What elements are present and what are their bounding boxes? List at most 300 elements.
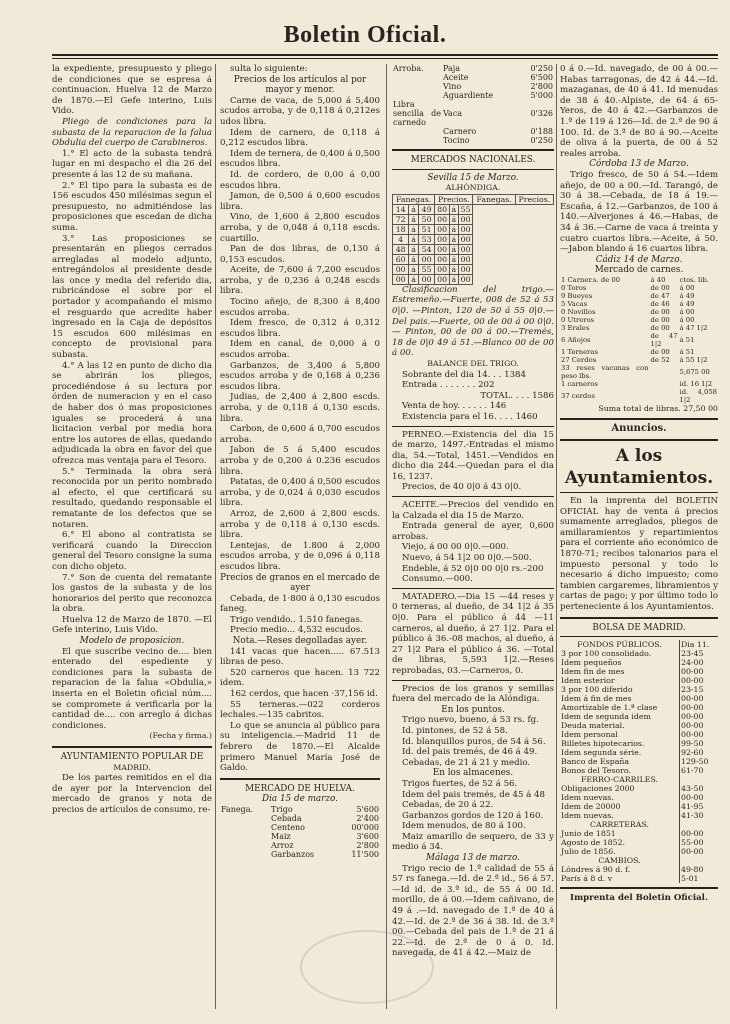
section-subtitle: Sevilla 15 de Marzo. (427, 172, 519, 183)
table-cell: á (409, 264, 419, 274)
section-rule (560, 636, 718, 637)
table-cell: 37 cerdos (561, 391, 595, 400)
list-item: Idem en canal, de 0,000 á 0 escudos arroba. (220, 339, 380, 361)
table-row (560, 802, 718, 811)
table-row (560, 388, 718, 404)
section-subtitle: ALHÓNDIGA. (445, 183, 501, 193)
list-item: Patatas, de 0,400 á 0,500 escudos arroba, y de 0,024 á 0,030 escudos libra. (220, 477, 380, 509)
table-row (393, 274, 554, 284)
cell-value: 2'800 (356, 840, 379, 850)
fund-value: 00-00 (680, 847, 719, 856)
table-row (560, 658, 718, 667)
fund-value: 00-00 (680, 712, 719, 721)
table-cell: 00 (435, 224, 450, 234)
fund-name: Amortizable de 1.ª clase (561, 703, 658, 713)
table-cell: á (409, 234, 419, 244)
cell-name: Paja (443, 64, 461, 73)
table-cell: 0 Novillos (561, 307, 596, 316)
list-item: Jamon, de 0,500 á 0,600 escudos libra. (220, 191, 380, 212)
price-list (392, 715, 554, 768)
table-cell: 55 (458, 204, 473, 214)
list-item: Garbanzos, de 3,400 á 5,800 escudos arroba y de 0,168 á 0,236 escudos libra. (220, 360, 380, 392)
fund-name: Agosto de 1852. (561, 838, 626, 848)
fund-name: Obligaciones 2000 (561, 784, 635, 794)
table-cell: 0 Toros (561, 283, 587, 292)
paragraph: Trigo fresco, de 50 á 54.—Idem añejo, de 00 a 00.—Id. Tarangó, de 30 á 38.—Cebada, de 18 á 19.— Escaña, á 12.—Garbanzos, de 100 á 140.—Alverjones á 46.—Habas, de 34 á 36.—Carne de vaca á treinta y cuatro cuartos libra.—Aceite, á 50.—Jabon blando á 16 cuartos libra. (560, 169, 718, 255)
libra-price-table (392, 100, 554, 145)
row-group-label (392, 136, 442, 145)
section-rule (560, 617, 718, 619)
table-cell: 1 carneros (561, 379, 598, 388)
carnes-table (560, 276, 718, 404)
price-list (392, 779, 554, 853)
row-group-label (392, 82, 442, 91)
balance-line: Entrada . . . . . . . 202 (402, 380, 495, 391)
list-item: Jabon de 5 á 5,400 escudos arroba y de 0,200 á 0.236 escudos libra. (220, 445, 380, 477)
table-cell: 14 (393, 204, 409, 214)
table-cell: de 00 (650, 347, 670, 356)
table-row (560, 811, 718, 820)
huelva-price-table (220, 805, 380, 859)
table-cell: 27 Cerdos (561, 355, 597, 364)
table-cell: id. 16 1|2 (679, 379, 713, 388)
table-cell: á 51 (679, 347, 695, 356)
balance-line: Venta de hoy. . . . . . 146 (402, 401, 507, 412)
table-cell: 50 (418, 214, 434, 224)
table-cell (650, 380, 679, 388)
list-item: Judias, de 2,400 á 2,800 escds. arroba, y de 0,118 á 0,130 escds. libra. (220, 392, 380, 424)
table-header: Fanegas. (473, 194, 515, 204)
paragraph: Viejo, á 00 00 0|0.—000. (402, 542, 509, 553)
table-cell: de 46 (650, 299, 670, 308)
paragraph: Cebada, de 1·800 á 0,130 escudos faneg. (220, 593, 380, 615)
table-cell: 00 (458, 224, 473, 234)
table-cell: á (409, 214, 419, 224)
list-item: Idem menudos, de 80 á 100. (402, 821, 526, 832)
paragraph: PERNEO.—Existencia del dia 15 de marzo, 1497.-Entradas el mismo dia, 54.—Total, 1451.—Vendidos en dicho dia 244.—Quedan para el dia 16, 1237. (392, 429, 554, 482)
table-row (560, 838, 718, 847)
table-cell: á (449, 224, 458, 234)
table-row (560, 721, 718, 730)
total-line: Suma total de libras. 27,50 00 (598, 403, 718, 413)
table-cell: 00 (393, 274, 409, 284)
table-cell: á 00 (679, 307, 695, 316)
table-row (392, 127, 554, 136)
table-cell: á (409, 274, 419, 284)
table-row (560, 364, 718, 380)
table-row (392, 73, 554, 82)
list-item: Lentejas, de 1.800 á 2,000 escudos arroba, y de 0,096 á 0,118 escudos libra. (220, 540, 380, 572)
table-row (560, 793, 718, 802)
table-cell: 51 (418, 224, 434, 234)
paragraph: 55 terneras.—022 corderos lechales.—135 cabritos. (220, 699, 380, 721)
table-row (560, 300, 718, 308)
table-row (560, 356, 718, 364)
table-row (393, 244, 554, 254)
list-item: Cebadas, de 20 á 22. (402, 800, 494, 811)
table-subheader: CARRETERAS. (590, 820, 649, 830)
fund-value: 41-95 (680, 802, 719, 811)
section-rule (392, 680, 554, 681)
section-title: Nota.—Reses degolladas ayer. (232, 636, 368, 647)
fund-value: 00-00 (680, 676, 719, 685)
row-group-label: Arroba. (393, 64, 424, 73)
table-header: FONDOS PÚBLICOS. (577, 640, 662, 650)
column-3 (392, 64, 554, 1014)
section-subtitle: Dia 15 de marzo. (262, 794, 338, 805)
paragraph: MATADERO.—Dia 15 —44 reses y 0 terneras, al dueño, de 34 1|2 á 35 0|0. Para el público á 44 —11 carneros, al dueño, á 27 1|2. Para el público á 36.-08 machos, al dueño, á 27 1|2 Para el público á 36. —Total de libras, 5,593 1|2.—Reses reprobadas, 03.—Carneros, 0. (392, 591, 554, 676)
table-cell: 3 Erales (561, 323, 590, 332)
table-cell: á 00 (679, 315, 695, 324)
list-item: Idem fresco, de 0,312 á 0,312 escudos libra. (220, 318, 380, 339)
masthead-rule (52, 54, 718, 56)
fund-value: 00-00 (680, 703, 719, 712)
row-group-label (220, 823, 270, 832)
table-cell: 1 Carner.s. de 00 (561, 275, 621, 284)
list-item: Aceite, de 7,600 á 7,200 escudos arroba, y de 0,236 á 0,248 escds libra. (220, 265, 380, 297)
table-cell: 1 Terneras (561, 347, 598, 356)
table-cell: 00 (458, 214, 473, 224)
cell-name: Vaca (443, 109, 463, 118)
fund-value: 00-00 (680, 730, 719, 739)
list-item: Idem de ternera, de 0,400 á 0,500 escudos libra. (220, 148, 380, 170)
fund-value: 49-80 (680, 865, 719, 874)
table-header: Precios. (435, 194, 473, 204)
fund-name: Idem segunda série. (561, 748, 642, 758)
paragraph: Precios de los granos y semillas fuera del mercado de la Alóndiga. (392, 683, 554, 705)
fund-name: 3 por 100 diferido (561, 685, 633, 695)
masthead-title: Boletin Oficial. (283, 22, 447, 48)
fund-name: Bonos del Tesoro. (561, 766, 631, 776)
table-row (560, 757, 718, 766)
list-item: Cebadas, de 21 á 21 y medio. (402, 757, 531, 768)
list-item: Trigo nuevo, bueno, á 53 rs. fg. (402, 715, 539, 726)
watermark-stamp (300, 930, 434, 1004)
list-item: Pan de dos libras, de 0,130 á 0,153 escudos. (220, 244, 380, 265)
fund-name: Junio de 1851 (561, 829, 616, 839)
section-rule (560, 492, 718, 493)
table-row (560, 308, 718, 316)
cell-name: Tocino (443, 136, 470, 145)
column-1 (52, 64, 212, 1014)
section-subtitle: MADRID. (113, 762, 151, 772)
table-cell: 48 (393, 244, 409, 254)
fund-value: 129-50 (680, 757, 719, 766)
table-cell: á 49 (679, 291, 695, 300)
section-rule (220, 778, 380, 780)
arroba-price-table (392, 64, 554, 100)
paragraph: Trigo recio de 1.ª calidad de 55 á 57 rs fanega.—Id. de 2.ª id., 56 á 57.—Id id. de 3.ª id., de 55 á 00 Id. morillo, de á 00.—Idem cañivano, de 49 á .—Id. navegado de 1.ª de 40 á 42.—Id. de 2.ª de 36 á 38. Id. de 3.ª 00.—Cebada del pais de 1.ª de 21 á 22.—Id. de 2.ª de 0 á 0. Id. navegada, de 41 á 42.—Maiz de (392, 863, 554, 959)
balance-line: TOTAL. . . . 1586 (480, 390, 554, 401)
table-row (560, 667, 718, 676)
signature-note: (Fecha y firma.) (149, 731, 212, 741)
fund-value: 00-00 (680, 721, 719, 730)
cell-value: 0'250 (530, 64, 553, 73)
section-subtitle: En los almacenes. (432, 768, 514, 779)
table-row (560, 685, 718, 694)
table-cell: 00 (458, 244, 473, 254)
cell-value: 3'600 (356, 831, 379, 841)
table-row (560, 316, 718, 324)
cell-value: 5'600 (356, 804, 379, 814)
fund-value: 43-50 (680, 784, 719, 793)
table-row (560, 703, 718, 712)
table-subheader: FERRO-CARRILES. (581, 775, 658, 785)
table-cell: á (409, 204, 419, 214)
row-group-label: Libra sencilla de carnedo (393, 100, 441, 127)
table-row (220, 841, 380, 850)
table-cell: á (449, 214, 458, 224)
table-header: Dia 11. (680, 640, 719, 649)
fund-name: Billetes hipotecarios. (561, 739, 645, 749)
table-cell: 0 Utreros (561, 315, 595, 324)
cell-name: Maiz (271, 831, 291, 841)
cell-value: 2'800 (530, 82, 553, 91)
fund-value: 92-60 (680, 748, 719, 757)
table-cell: 00 (458, 254, 473, 264)
paragraph: 141 vacas que hacen..... 67.513 libras de peso. (220, 646, 380, 668)
column-divider (215, 64, 216, 1009)
price-list (220, 96, 380, 573)
list-item: Trigos fuertes, de 52 á 56. (402, 778, 518, 789)
table-row (560, 874, 718, 883)
table-cell: de 47 1|2 (650, 331, 678, 348)
table-cell: de 00 (650, 283, 670, 292)
paragraph: Trigo vendido.. 1.510 fanegas. (230, 614, 363, 625)
fund-value: 41-30 (680, 811, 719, 820)
table-row (560, 676, 718, 685)
table-cell: 72 (393, 214, 409, 224)
fund-name: Idem nuevas. (561, 793, 614, 803)
list-item: Carne de vaca, de 5,000 á 5,400 scudos arroba, y de 0,118 á 0,212es udos libra. (220, 95, 380, 127)
table-row (220, 814, 380, 823)
table-cell: id. 4,058 1|2 (679, 387, 717, 404)
table-row (560, 380, 718, 388)
table-cell: á 49 (679, 299, 695, 308)
table-row (560, 348, 718, 356)
cell-value: 2'400 (356, 813, 379, 823)
row-group-label (220, 841, 270, 850)
paragraph: Precios, de 40 0|0 á 43 0|0. (402, 482, 522, 493)
table-cell: de 00 (650, 307, 670, 316)
cell-name: Aceite (443, 73, 469, 82)
paragraph: sulta lo siguiente: (230, 64, 308, 74)
table-cell: 80 (435, 204, 450, 214)
table-cell: 33 reses vacunas con peso lbs. (561, 363, 649, 380)
table-cell: 00 (458, 274, 473, 284)
column-divider (386, 64, 387, 1009)
table-cell: á 00 (679, 283, 695, 292)
row-group-label (392, 127, 442, 136)
paragraph: Precio medio... 4,532 escudos. (230, 625, 363, 636)
list-item: Id. de cordero, de 0,00 á 0,00 escudos libra. (220, 169, 380, 191)
paragraph: Nuevo, á 54 1|2 00 0|0.—500. (402, 553, 532, 564)
list-item: Idem del pais tremés, de 45 á 48 (402, 789, 545, 800)
section-subtitle: BALANCE DEL TRIGO. (427, 358, 519, 368)
table-cell (650, 364, 679, 380)
cell-value: 0'326 (530, 109, 553, 118)
section-title: A los Ayuntamientos. (564, 446, 714, 489)
cell-name: Carnero (443, 127, 477, 136)
table-row (560, 284, 718, 292)
paragraph: Huelva 12 de Marzo de 1870. —El Gefe interino, Luis Vido. (52, 614, 212, 636)
fund-name: Idem personal (561, 730, 618, 740)
table-cell: 53 (418, 234, 434, 244)
paragraph: Endeble, á 52 0|0 00 0|0 rs.–200 (402, 563, 544, 574)
table-row (220, 832, 380, 841)
clause: 2.° El tipo para la subasta es de 156 escudos 450 milésimas segun el presupuesto, no admitiéndose las proposiciones que escedan de dicha suma. (52, 180, 212, 233)
cell-name: Vino (443, 82, 462, 91)
table-row (392, 136, 554, 145)
section-rule (392, 149, 554, 151)
table-row (560, 748, 718, 757)
sevilla-table (392, 194, 554, 285)
row-group-label (220, 850, 270, 859)
list-item: Arroz, de 2,600 á 2,800 escds. arroba y de 0,118 á 0,130 escds. libra. (220, 508, 380, 541)
paragraph: El que suscribe vecino de.... bien enterado del espediente y condiciones para la subasta de reparacion de la falua «Obdulia,» inserta en el Boletin oficial núm.... se compromete á verificarla por la cantidad de.... con arreglo á dichas condiciones. (52, 646, 212, 731)
list-item: Id. blanquillos puros, de 54 á 56. (402, 736, 546, 747)
table-cell: 6 Añojos (561, 335, 591, 344)
cell-name: Trigo (271, 804, 293, 814)
table-cell: á (409, 254, 419, 264)
table-row (560, 829, 718, 838)
table-cell: 5 Vacas (561, 299, 588, 308)
clause: 1.° El acto de la subasta tendrá lugar en mi despacho el dia 26 del presente á las 12 de su mañana. (52, 148, 212, 180)
section-rule (52, 746, 212, 748)
fund-name: Idem á fin de mes (561, 694, 632, 704)
cell-value: 6'500 (530, 73, 553, 82)
table-cell: á 47 1|2 (679, 323, 708, 332)
cell-name: Arroz (271, 840, 294, 850)
section-rule (560, 418, 718, 420)
section-rule (392, 169, 554, 170)
fund-name: Julio de 1856. (561, 847, 616, 857)
fund-value: 61-70 (680, 766, 719, 775)
list-item: Garbanzos gordos de 120 á 160. (402, 810, 544, 821)
fund-name: 3 por 100 consolidado. (561, 649, 652, 659)
section-subtitle: Málaga 13 de marzo. (426, 853, 520, 864)
paragraph: la expediente, presupuesto y pliego de condiciones que se espresa á continuacion. Huelva 12 de Marzo de 1870.—El Gefe interino, Luis Vido. (52, 64, 212, 117)
section-title: Modelo de proposicion. (79, 636, 185, 647)
row-group-label: Fanega. (221, 804, 254, 814)
section-subtitle: En los puntos. (441, 704, 505, 715)
table-row (560, 276, 718, 284)
table-cell: de 00 (650, 315, 670, 324)
table-row (560, 324, 718, 332)
table-row (560, 739, 718, 748)
table-cell: 00 (458, 264, 473, 274)
fund-name: Idem de segunda idem (561, 712, 651, 722)
table-row (560, 847, 718, 856)
row-group-label (220, 814, 270, 823)
section-title: AYUNTAMIENTO POPULAR DE (60, 752, 204, 762)
table-cell: 4 (393, 234, 409, 244)
table-cell: 00 (435, 274, 450, 284)
table-cell: de 47 (650, 291, 670, 300)
table-cell: á 55 1|2 (679, 355, 708, 364)
table-cell: 00 (435, 254, 450, 264)
fund-value: 00-00 (680, 829, 719, 838)
clause: 4.° A las 12 en punto de dicho dia se abrirán los pliegos, procediéndose á su lectura por órden de numeracion y en el caso de haber dos ó mas proposiciones iguales se procederá á una licitacion verbal por media hora entre los autores de ellas, quedando adjudicada la obra en favor del que ofrezca mas ventaja para el Tesoro. (52, 360, 212, 466)
fund-value: 24-00 (680, 658, 719, 667)
section-subtitle: Mercado de carnes. (594, 265, 684, 276)
list-item: Vino, de 1,600 á 2,800 escudos arroba, y de 0,048 á 0,118 escds. cuartillo. (220, 212, 380, 244)
table-row (560, 332, 718, 348)
list-item: Id. pintones, de 52 á 58. (402, 725, 508, 736)
table-cell: 54 (418, 244, 434, 254)
table-row (393, 264, 554, 274)
cell-name: Cebada (271, 813, 302, 823)
paragraph: Entrada general de ayer, 0,600 arrobas. (392, 521, 554, 542)
paragraph: 520 carneros que hacen. 13 722 idem. (220, 667, 380, 689)
row-group-label (392, 73, 442, 82)
table-cell: 00 (435, 214, 450, 224)
table-row (560, 766, 718, 775)
list-item: Tocino añejo, de 8,300 á 8,400 escudos arroba. (220, 297, 380, 318)
table-row (393, 204, 554, 214)
table-row (392, 91, 554, 100)
clause: 7.° Son de cuenta del rematante los gastos de la subasta y de los honorarios del perito que reconozca la obra. (52, 572, 212, 615)
section-rule (392, 588, 554, 589)
table-cell: 5,675 00 (679, 367, 710, 376)
cell-value: 00'000 (351, 822, 379, 832)
fund-value: 5-01 (680, 874, 719, 883)
fund-name: Idem pequeños (561, 658, 622, 668)
fund-value: 23-15 (680, 685, 719, 694)
fund-value: 00-00 (680, 793, 719, 802)
table-cell: 00 (458, 234, 473, 244)
table-cell: de 52 (650, 355, 670, 364)
table-row (392, 82, 554, 91)
table-header: Fanegas. (393, 194, 435, 204)
cell-value: 11'500 (351, 849, 379, 859)
table-cell: á (449, 274, 458, 284)
paragraph: 162 cerdos, que hacen ·37,156 id. (230, 689, 378, 700)
table-row (560, 865, 718, 874)
cell-name: Garbanzos (271, 849, 315, 859)
section-title: Precios de granos en el mercado de ayer (220, 572, 380, 594)
table-cell: á (409, 244, 419, 254)
table-cell: de 00 (650, 323, 670, 332)
table-cell: á 51 (679, 335, 695, 344)
section-subtitle: Cádiz 14 de Marzo. (595, 254, 683, 265)
section-rule (560, 439, 718, 441)
table-subheader: CAMBIOS. (598, 856, 641, 866)
table-row (560, 694, 718, 703)
table-cell: ctos. lib. (679, 275, 709, 284)
section-rule (560, 887, 718, 889)
table-row (560, 784, 718, 793)
table-row (393, 214, 554, 224)
table-row (560, 649, 718, 658)
section-rule (392, 426, 554, 427)
section-rule (392, 496, 554, 497)
table-row (392, 64, 554, 73)
table-cell: 55 (418, 264, 434, 274)
fund-name: Banco de España (561, 757, 630, 767)
list-item: Maiz amarillo de sequero, de 33 y medio á 34. (392, 831, 554, 853)
section-subtitle: Córdoba 13 de Marzo. (589, 159, 689, 170)
row-group-label (392, 91, 442, 100)
cell-value: 0'188 (530, 127, 553, 136)
section-title: MERCADO DE HUELVA. (245, 783, 355, 794)
masthead-rule-thin (52, 58, 718, 59)
fund-value: 99-50 (680, 739, 719, 748)
table-cell: 00 (418, 254, 434, 264)
column-4 (560, 64, 718, 1014)
table-cell: á 40 (650, 275, 666, 284)
table-row (393, 234, 554, 244)
